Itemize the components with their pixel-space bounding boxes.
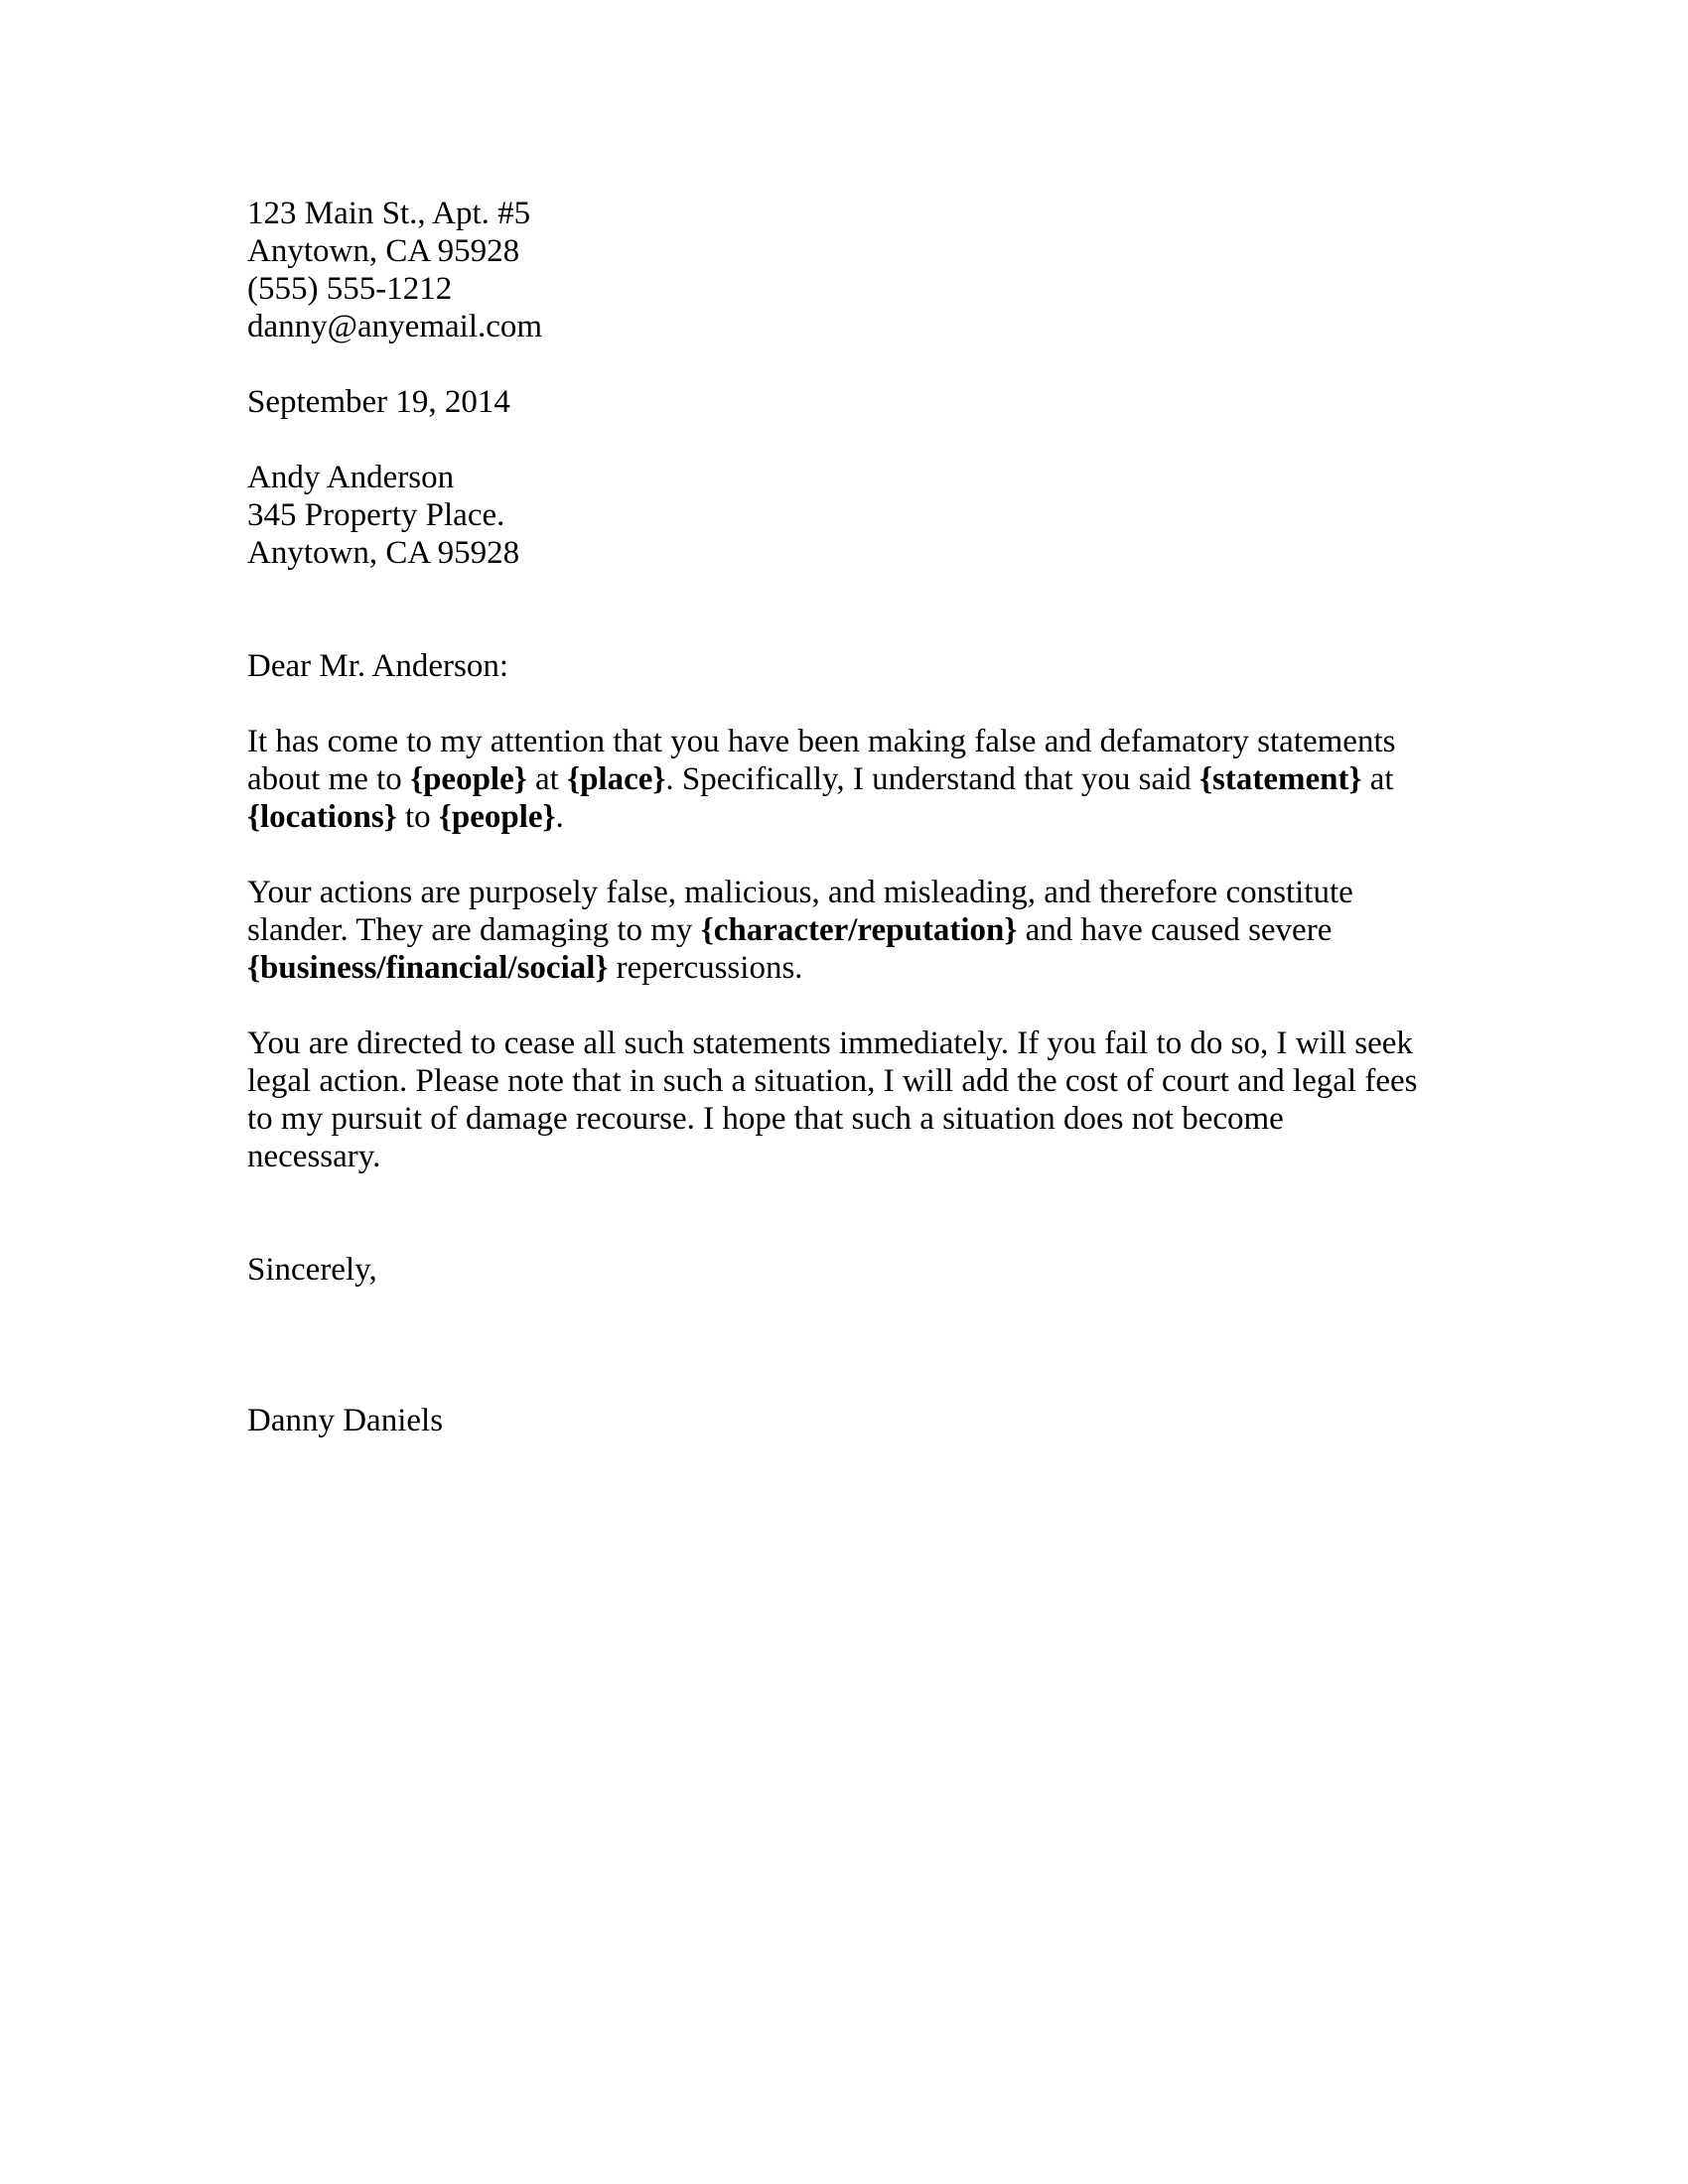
placeholder-field: {business/financial/social} [247, 950, 609, 986]
text-run: . [555, 799, 564, 835]
text-run: at [526, 761, 568, 797]
text-run: repercussions. [608, 950, 803, 986]
body-paragraph-3 [247, 1024, 1439, 1175]
text-run: . Specifically, I understand that you said [665, 761, 1200, 797]
text-run: and have caused severe [1017, 912, 1333, 948]
closing: Sincerely, [247, 1252, 377, 1288]
sender-address-line1: 123 Main St., Apt. #5 [247, 196, 531, 231]
recipient-address-line2: Anytown, CA 95928 [247, 535, 520, 571]
paragraph-line [247, 760, 1439, 798]
paragraph-line: You are directed to cease all such statements immediately. If you fail to do so, I will seek [247, 1025, 1413, 1061]
text-run: about me to [247, 761, 411, 797]
recipient-address-line1: 345 Property Place. [247, 497, 505, 533]
sender-email: danny@anyemail.com [247, 309, 543, 344]
letter-page [247, 195, 1439, 1439]
paragraph-line: to my pursuit of damage recourse. I hope that such a situation does not become [247, 1101, 1284, 1137]
paragraph-line: legal action. Please note that in such a situation, I will add the cost of court and legal fees [247, 1063, 1418, 1099]
paragraph-line [247, 798, 1439, 836]
text-run: at [1361, 761, 1394, 797]
placeholder-field: {people} [410, 761, 527, 797]
paragraph-line [247, 949, 1439, 987]
text-run: to [396, 799, 439, 835]
body-paragraph-1 [247, 723, 1439, 836]
placeholder-field: {people} [438, 799, 556, 835]
paragraph-line: necessary. [247, 1139, 381, 1174]
salutation: Dear Mr. Anderson: [247, 648, 509, 684]
sender-phone: (555) 555-1212 [247, 271, 453, 307]
placeholder-field: {character/reputation} [700, 912, 1018, 948]
placeholder-field: {locations} [247, 799, 397, 835]
paragraph-line [247, 911, 1439, 949]
placeholder-field: {statement} [1199, 761, 1362, 797]
signature-name: Danny Daniels [247, 1403, 444, 1438]
text-run: slander. They are damaging to my [247, 912, 701, 948]
paragraph-line: Your actions are purposely false, malicious, and misleading, and therefore constitute [247, 875, 1353, 910]
recipient-address-block [247, 459, 1439, 572]
sender-address-line2: Anytown, CA 95928 [247, 233, 520, 269]
letter-date: September 19, 2014 [247, 384, 510, 420]
recipient-name: Andy Anderson [247, 460, 455, 495]
paragraph-line: It has come to my attention that you have been making false and defamatory statements [247, 724, 1396, 759]
placeholder-field: {place} [567, 761, 666, 797]
sender-address-block [247, 195, 1439, 345]
body-paragraph-2 [247, 874, 1439, 987]
